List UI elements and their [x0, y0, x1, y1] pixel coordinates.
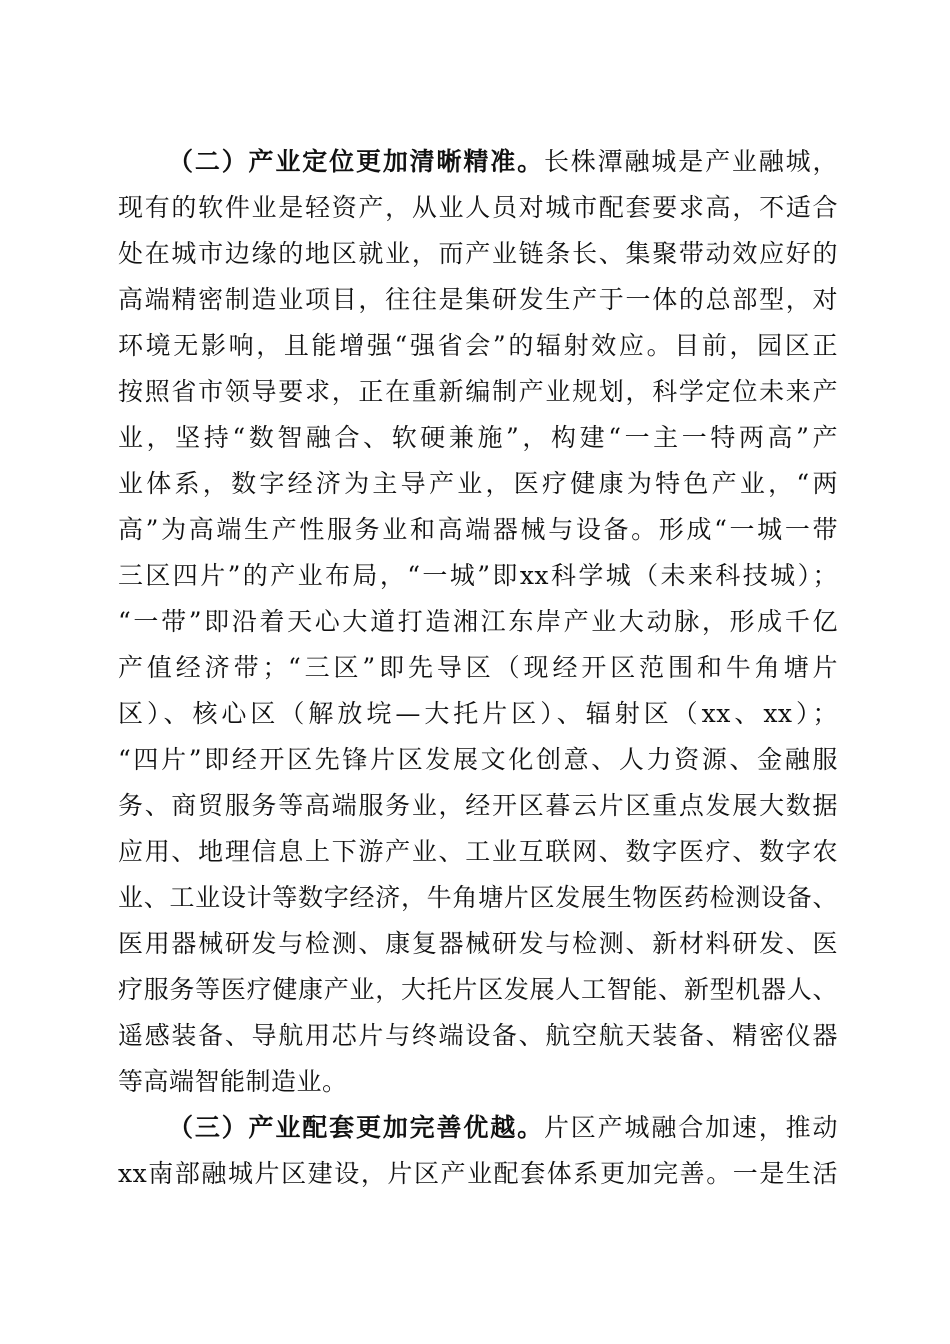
- paragraph-2-line: 高”为高端生产性服务业和高端器械与设备。形成“一城一带: [118, 515, 838, 544]
- paragraph-2-line: 三区四片”的产业布局，“一城”即xx科学城（未来科技城）；: [118, 561, 838, 590]
- paragraph-2-line: 区）、核心区（解放垸—大托片区）、辐射区（xx、xx）；: [118, 699, 838, 728]
- paragraph-2-line: 高端精密制造业项目，往往是集研发生产于一体的总部型，对: [118, 285, 838, 314]
- paragraph-2-line: 环境无影响，且能增强“强省会”的辐射效应。目前，园区正: [118, 331, 838, 360]
- paragraph-3-line: xx南部融城片区建设，片区产业配套体系更加完善。一是生活: [118, 1159, 838, 1188]
- paragraph-2-line: 现有的软件业是轻资产，从业人员对城市配套要求高，不适合: [118, 193, 838, 222]
- paragraph-3-line-1: [168, 1108, 838, 1148]
- paragraph-2-last-line: 等高端智能制造业。: [118, 1067, 348, 1096]
- paragraph-2-line: “一带”即沿着天心大道打造湘江东岸产业大动脉，形成千亿: [118, 607, 838, 636]
- paragraph-2-line: 业体系，数字经济为主导产业，医疗健康为特色产业，“两: [118, 469, 838, 498]
- paragraph-2-line: 产值经济带；“三区”即先导区（现经开区范围和牛角塘片: [118, 653, 838, 682]
- paragraph-2-line: 应用、地理信息上下游产业、工业互联网、数字医疗、数字农: [118, 837, 838, 866]
- paragraph-2-heading: （二）产业定位更加清晰精准。: [168, 147, 544, 176]
- paragraph-2-line: 业、工业设计等数字经济，牛角塘片区发展生物医药检测设备、: [118, 883, 838, 912]
- paragraph-2-line: 疗服务等医疗健康产业，大托片区发展人工智能、新型机器人、: [118, 975, 838, 1004]
- paragraph-2-line: 遥感装备、导航用芯片与终端设备、航空航天装备、精密仪器: [118, 1021, 838, 1050]
- paragraph-2-line-1: [168, 142, 838, 182]
- paragraph-2-line: 业，坚持“数智融合、软硬兼施”，构建“一主一特两高”产: [118, 423, 838, 452]
- paragraph-2-line: 处在城市边缘的地区就业，而产业链条长、集聚带动效应好的: [118, 239, 838, 268]
- paragraph-3-heading: （三）产业配套更加完善优越。: [168, 1113, 544, 1142]
- paragraph-2-line: 医用器械研发与检测、康复器械研发与检测、新材料研发、医: [118, 929, 838, 958]
- paragraph-2-line: “四片”即经开区先锋片区发展文化创意、人力资源、金融服: [118, 745, 838, 774]
- paragraph-3-first-line-text: 片区产城融合加速，推动: [543, 1113, 838, 1142]
- paragraph-2-first-line-text: 长株潭融城是产业融城，: [543, 147, 838, 176]
- paragraph-2-line: 务、商贸服务等高端服务业，经开区暮云片区重点发展大数据: [118, 791, 838, 820]
- paragraph-2-line: 按照省市领导要求，正在重新编制产业规划，科学定位未来产: [118, 377, 838, 406]
